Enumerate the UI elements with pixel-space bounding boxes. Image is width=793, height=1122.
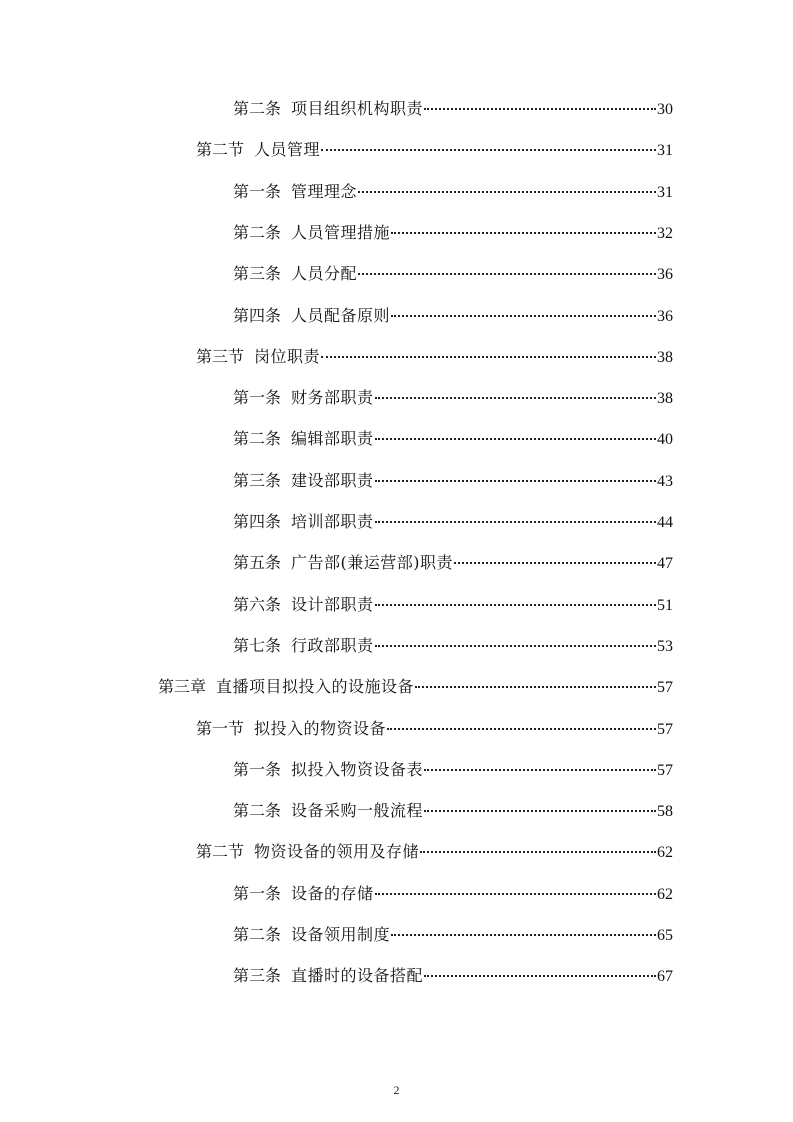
toc-entry-page: 58 [657, 803, 673, 821]
toc-entry[interactable] [233, 592, 673, 618]
toc-entry-number: 第三章 [158, 677, 207, 697]
toc-entry[interactable] [233, 220, 673, 246]
toc-entry-title: 管理理念 [291, 181, 358, 201]
toc-entry[interactable] [233, 468, 673, 494]
toc-entry-title: 培训部职责 [291, 512, 374, 531]
toc-entry-title: 设备采购一般流程 [291, 801, 424, 821]
toc-entry-page: 40 [657, 431, 673, 449]
toc-entry-title: 人员配备原则 [291, 305, 391, 325]
toc-entry-page: 62 [657, 844, 673, 862]
toc-entry-page: 57 [657, 761, 673, 779]
toc-entry-page: 67 [657, 968, 673, 986]
toc-entry-page: 65 [657, 927, 673, 944]
toc-entry-page: 38 [657, 390, 673, 408]
toc-leader-dots [424, 810, 656, 812]
toc-leader-dots [454, 562, 656, 564]
toc-leader-dots [391, 232, 656, 234]
toc-entry-page: 31 [657, 183, 673, 201]
toc-leader-dots [424, 769, 656, 771]
toc-entry-page: 53 [657, 637, 673, 655]
toc-entry-title: 物资设备的领用及存储 [254, 842, 420, 862]
toc-entry-title: 拟投入物资设备表 [291, 759, 424, 779]
toc-leader-dots [375, 893, 656, 895]
toc-entry-title: 编辑部职责 [291, 429, 374, 449]
toc-entry[interactable] [233, 798, 673, 824]
toc-entry-page: 32 [657, 224, 673, 242]
toc-entry-number: 第四条 [233, 305, 282, 325]
toc-entry-title: 人员管理 [254, 140, 321, 160]
toc-entry[interactable] [196, 716, 673, 742]
toc-entry-page: 47 [657, 555, 673, 573]
page-number: 2 [393, 1083, 400, 1097]
toc-entry-number: 第二节 [196, 140, 245, 160]
toc-entry-page: 62 [657, 885, 673, 903]
toc-leader-dots [375, 645, 656, 647]
toc-leader-dots [424, 975, 656, 977]
toc-entry[interactable] [233, 757, 673, 783]
toc-leader-dots [321, 356, 656, 358]
toc-entry[interactable] [233, 96, 673, 122]
toc-entry-number: 第六条 [233, 594, 282, 614]
toc-entry-number: 第三条 [233, 264, 282, 284]
toc-entry[interactable] [233, 922, 673, 948]
toc-entry-title: 设备的存储 [291, 883, 374, 903]
toc-leader-dots [387, 728, 656, 730]
toc-entry-page: 43 [657, 472, 673, 490]
toc-entry[interactable] [233, 385, 673, 411]
toc-entry[interactable] [196, 137, 673, 163]
toc-entry[interactable] [196, 839, 673, 865]
toc-entry-number: 第三条 [233, 966, 282, 986]
toc-leader-dots [358, 273, 656, 275]
toc-entry-number: 第一条 [233, 883, 282, 903]
toc-leader-dots [420, 851, 656, 853]
toc-leader-dots [375, 438, 656, 440]
toc-leader-dots [375, 397, 656, 399]
toc-entry-number: 第二条 [233, 801, 282, 821]
toc-entry-title: 项目组织机构职责 [291, 99, 424, 118]
toc-leader-dots [321, 149, 656, 151]
toc-entry-number: 第二条 [233, 99, 282, 118]
toc-entry-title: 广告部(兼运营部)职责 [291, 553, 454, 573]
toc-entry-title: 人员分配 [291, 264, 358, 284]
toc-entry-page: 51 [657, 596, 673, 614]
toc-leader-dots [375, 521, 656, 523]
toc-entry-page: 36 [657, 307, 673, 325]
toc-leader-dots [424, 108, 656, 110]
toc-entry-number: 第七条 [233, 635, 282, 655]
toc-entry-title: 直播项目拟投入的设施设备 [216, 677, 415, 697]
toc-entry[interactable] [233, 261, 673, 287]
toc-entry[interactable] [233, 179, 673, 205]
toc-leader-dots [391, 315, 656, 317]
toc-entry-number: 第一条 [233, 759, 282, 779]
toc-leader-dots [391, 934, 656, 936]
toc-leader-dots [415, 686, 656, 688]
toc-entry-page: 57 [657, 679, 673, 697]
toc-leader-dots [375, 604, 656, 606]
toc-entry[interactable] [233, 303, 673, 329]
toc-entry-number: 第五条 [233, 553, 282, 573]
toc-entry-title: 拟投入的物资设备 [254, 718, 387, 738]
toc-entry-number: 第二节 [196, 842, 245, 862]
toc-entry-page: 57 [657, 720, 673, 738]
toc-entry-page: 30 [657, 101, 673, 118]
toc-entry[interactable] [233, 509, 673, 535]
toc-entry-title: 设计部职责 [291, 594, 374, 614]
toc-entry-page: 31 [657, 142, 673, 160]
toc-entry-number: 第二条 [233, 222, 282, 242]
toc-entry-title: 设备领用制度 [291, 925, 391, 944]
toc-entry[interactable] [233, 633, 673, 659]
toc-entry-title: 财务部职责 [291, 388, 374, 408]
toc-entry-page: 38 [657, 348, 673, 366]
toc-entry-title: 建设部职责 [291, 470, 374, 490]
toc-entry-number: 第四条 [233, 512, 282, 531]
toc-entry[interactable] [233, 550, 673, 576]
toc-entry-number: 第三节 [196, 346, 245, 366]
toc-entry-number: 第一条 [233, 181, 282, 201]
toc-entry-title: 人员管理措施 [291, 222, 391, 242]
toc-entry-page: 36 [657, 266, 673, 284]
toc-entry[interactable] [196, 344, 673, 370]
toc-entry-number: 第三条 [233, 470, 282, 490]
toc-entry[interactable] [233, 963, 673, 989]
toc-entry-number: 第二条 [233, 429, 282, 449]
toc-entry-number: 第二条 [233, 925, 282, 944]
toc-entry-title: 行政部职责 [291, 635, 374, 655]
toc-leader-dots [375, 480, 656, 482]
toc-entry-number: 第一节 [196, 718, 245, 738]
toc-entry[interactable] [158, 674, 673, 700]
toc-entry-page: 44 [657, 514, 673, 531]
toc-entry-title: 直播时的设备搭配 [291, 966, 424, 986]
toc-entry[interactable] [233, 426, 673, 452]
toc-entry-title: 岗位职责 [254, 346, 321, 366]
toc-entry[interactable] [233, 881, 673, 907]
toc-leader-dots [358, 191, 656, 193]
toc-entry-number: 第一条 [233, 388, 282, 408]
